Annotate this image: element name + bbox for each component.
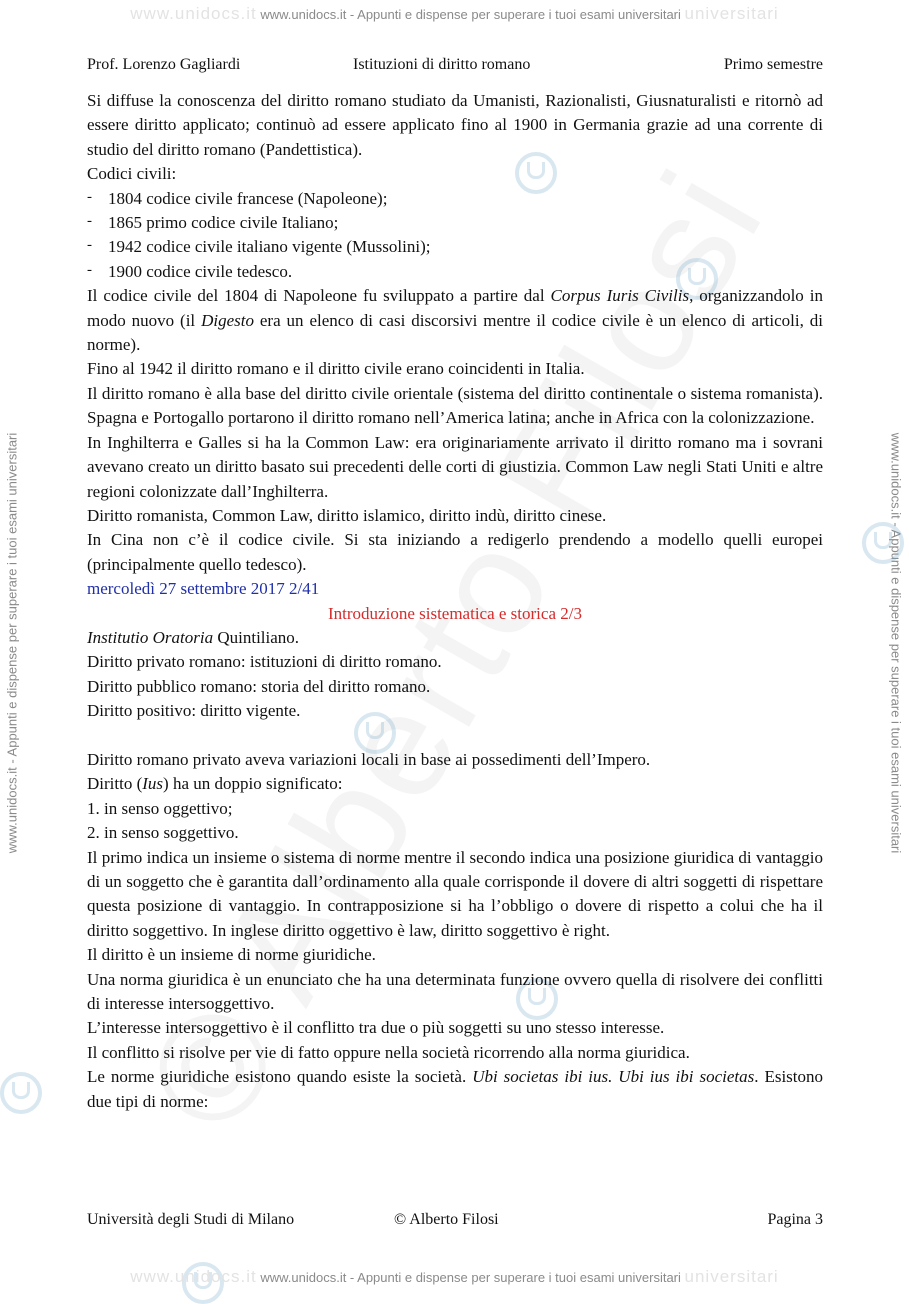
paragraph: Diritto romanista, Common Law, diritto islamico, diritto indù, diritto cinese.	[87, 505, 607, 525]
spacer	[87, 724, 823, 748]
page-header	[87, 56, 823, 78]
ius-term: Ius	[142, 774, 164, 794]
header-semester: Primo semestre	[723, 56, 823, 73]
paragraph: Il conflitto si risolve per vie di fatto oppure nella società ricorrendo alla norma giuridica.	[87, 1042, 690, 1062]
digesto-term: Digesto	[201, 310, 254, 330]
list-item: - 1942 codice civile italiano vigente (Mussolini);	[87, 235, 823, 259]
latin-maxim: Ubi societas ibi ius. Ubi ius ibi societas	[472, 1067, 755, 1087]
paragraph: Il primo indica un insieme o sistema di norme mentre il secondo indica una posizione giuridica di vantaggio di un soggetto che è garantita dall’ordinamento alla quale corrisponde il dovere di altri soggetti di rispettare questa posizione di vantaggio. In contrapposizione si ha l’obbligo o dovere di rispetto a colui che ha il diritto soggettivo. In inglese diritto oggettivo è law, diritto soggettivo è right.	[87, 847, 823, 940]
header-author: Prof. Lorenzo Gagliardi	[87, 56, 241, 73]
paragraph: In Cina non c’è il codice civile. Si sta iniziando a redigerlo prendendo a modello quelli europei (principalmente quello tedesco).	[87, 530, 823, 574]
page-content	[87, 89, 823, 1114]
watermark-logo-icon	[0, 1072, 42, 1114]
header-course: Istituzioni di diritto romano	[353, 56, 531, 73]
watermark-logo-icon	[862, 522, 904, 564]
watermark-bottom	[0, 1267, 909, 1287]
paragraph: L’interesse intersoggettivo è il conflitto tra due o più soggetti su uno stesso interesse.	[87, 1018, 665, 1038]
watermark-top	[0, 4, 909, 24]
watermark-ghost-right: universitari	[684, 1267, 779, 1286]
paragraph: 1. in senso oggettivo;	[87, 798, 233, 818]
paragraph: Il diritto è un insieme di norme giuridiche.	[87, 945, 376, 965]
paragraph: Una norma giuridica è un enunciato che ha una determinata funzione ovvero quella di risolvere dei conflitti di interesse intersoggettivo.	[87, 969, 823, 1014]
footer-copyright: © Alberto Filosi	[394, 1211, 499, 1228]
paragraph: Si diffuse la conoscenza del diritto romano studiato da Umanisti, Razionalisti, Giusnaturalisti e ritornò ad essere diritto applicato; continuò ad essere applicato fino al 1900 in Germania grazie ad una corrente di studio del diritto romano (Pandettistica).	[87, 91, 823, 159]
paragraph: Diritto romano privato aveva variazioni locali in base ai possedimenti dell’Impero.	[87, 749, 651, 769]
institutio-term: Institutio Oratoria	[87, 627, 214, 647]
watermark-bottom-text: www.unidocs.it - Appunti e dispense per superare i tuoi esami universitari	[260, 1270, 681, 1285]
footer-university: Università degli Studi di Milano	[87, 1211, 295, 1228]
paragraph: In Inghilterra e Galles si ha la Common Law: era originariamente arrivato il diritto romano ma i sovrani avevano creato un diritto basato sui precedenti delle corti di giustizia. Common Law negli Stati Uniti e altre regioni colonizzate dall’Inghilterra.	[87, 432, 823, 501]
watermark-ghost-left: www.unidocs.it	[130, 1267, 257, 1286]
page-number: Pagina 3	[767, 1211, 823, 1228]
codici-label: Codici civili:	[87, 164, 177, 184]
paragraph: Diritto privato romano: istituzioni di diritto romano.	[87, 652, 442, 672]
paragraph: Institutio Oratoria Quintiliano.	[87, 627, 300, 647]
watermark-top-text: www.unidocs.it - Appunti e dispense per superare i tuoi esami universitari	[260, 7, 681, 22]
section-title: Introduzione sistematica e storica 2/3	[328, 603, 582, 623]
watermark-right-text: www.unidocs.it - Appunti e dispense per superare i tuoi esami universitari	[888, 432, 904, 854]
paragraph: Fino al 1942 il diritto romano e il diritto civile erano coincidenti in Italia.	[87, 359, 585, 379]
paragraph: Diritto positivo: diritto vigente.	[87, 701, 301, 721]
watermark-ghost-left: www.unidocs.it	[130, 4, 257, 23]
paragraph: Diritto pubblico romano: storia del diritto romano.	[87, 676, 431, 696]
lecture-date: mercoledì 27 settembre 2017 2/41	[87, 579, 320, 599]
paragraph: Il codice civile del 1804 di Napoleone fu sviluppato a partire dal Corpus Iuris Civilis, organizzandolo in modo nuovo (il Digesto era un elenco di casi discorsivi mentre il codice civile è un elenco di articoli, di norme).	[87, 286, 823, 355]
codici-list	[87, 187, 823, 285]
paragraph: 2. in senso soggettivo.	[87, 823, 239, 843]
list-item: - 1900 codice civile tedesco.	[87, 260, 823, 284]
paragraph: Diritto (Ius) ha un doppio significato:	[87, 774, 343, 794]
paragraph: Il diritto romano è alla base del diritto civile orientale (sistema del diritto continentale o sistema romanista). Spagna e Portogallo portarono il diritto romano nell’America latina; anche in Africa con la colonizzazione.	[87, 383, 823, 428]
corpus-iuris-term: Corpus Iuris Civilis	[550, 286, 690, 306]
paragraph: Le norme giuridiche esistono quando esiste la società. Ubi societas ibi ius. Ubi ius ibi societas. Esistono due tipi di norme:	[87, 1067, 824, 1111]
watermark-ghost-right: universitari	[684, 4, 779, 23]
list-item: - 1804 codice civile francese (Napoleone);	[87, 187, 823, 211]
list-item: - 1865 primo codice civile Italiano;	[87, 211, 823, 235]
page-footer	[87, 1211, 823, 1233]
watermark-left-text: www.unidocs.it - Appunti e dispense per superare i tuoi esami universitari	[4, 432, 20, 854]
